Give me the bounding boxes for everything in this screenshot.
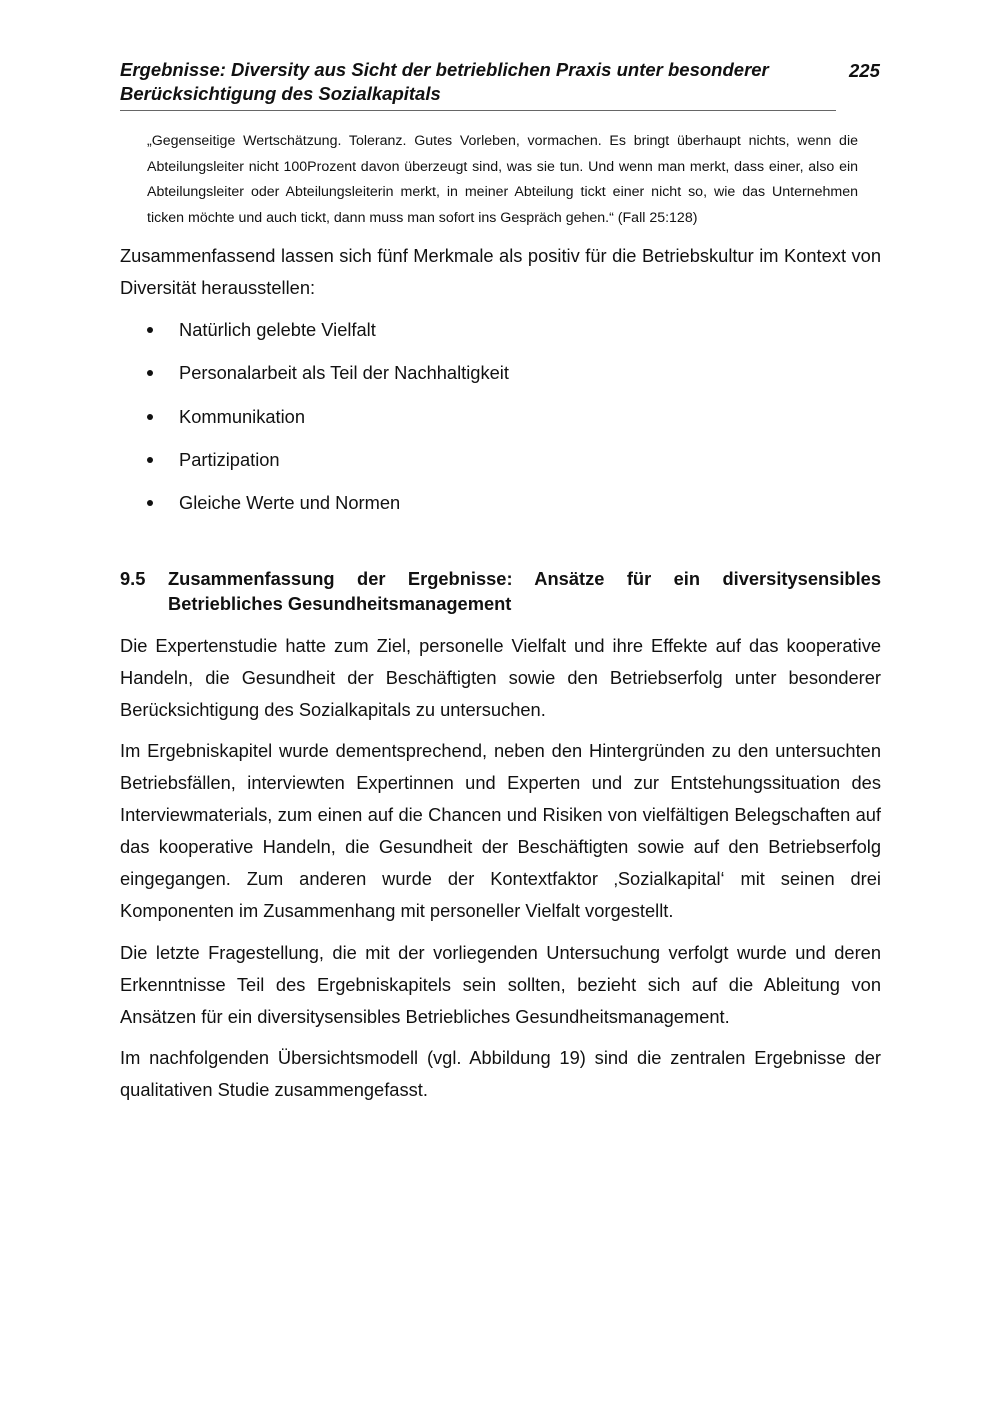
list-item-text: Partizipation bbox=[179, 448, 280, 470]
feature-list bbox=[147, 314, 509, 530]
intro-paragraph: Zusammenfassend lassen sich fünf Merkmale als positiv für die Betriebskultur im Kontext von Diversität herausstellen: bbox=[120, 245, 881, 298]
bullet-icon bbox=[147, 327, 153, 333]
list-item bbox=[147, 444, 509, 487]
list-item bbox=[147, 314, 509, 357]
list-item-text: Kommunikation bbox=[179, 405, 305, 427]
list-item-text: Gleiche Werte und Normen bbox=[179, 492, 401, 514]
header-divider bbox=[120, 110, 836, 111]
body-paragraph-2: Im Ergebniskapitel wurde dementsprechend, neben den Hintergründen zu den untersuchten Betriebsfällen, interviewten Expertinnen und Experten und zur Entstehungssituation des Interviewmaterials, zum einen auf die Chancen und Risiken von vielfältigen Belegschaften auf das kooperative Handeln, die Gesundheit der Beschäftigten sowie auf den Betriebserfolg eingegangen. Zum anderen wurde der Kontextfaktor ‚Sozialkapital‘ mit seinen drei Komponenten im Zusammenhang mit personeller Vielfalt vorgestellt. bbox=[120, 740, 881, 921]
body-paragraph-4: Im nachfolgenden Übersichtsmodell (vgl. Abbildung 19) sind die zentralen Ergebnisse der qualitativen Studie zusammengefasst. bbox=[120, 1047, 881, 1100]
bullet-icon bbox=[147, 500, 153, 506]
block-quote: „Gegenseitige Wertschätzung. Toleranz. Gutes Vorleben, vormachen. Es bringt überhaupt nichts, wenn die Abteilungsleiter nicht 100Prozent davon überzeugt sind, was sie tun. Und wenn man merkt, dass einer, also ein Abteilungsleiter oder Abteilungsleiterin merkt, in meiner Abteilung tickt einer nicht so, wie das Unternehmen ticken möchte und auch tickt, dann muss man sofort ins Gespräch gehen.“ (Fall 25:128) bbox=[147, 133, 858, 226]
bullet-icon bbox=[147, 370, 153, 376]
section-heading bbox=[120, 566, 881, 616]
list-item bbox=[147, 487, 509, 530]
list-item bbox=[147, 357, 509, 400]
page-number: 225 bbox=[849, 60, 880, 81]
section-title: Zusammenfassung der Ergebnisse: Ansätze für ein diversitysensibles Betriebliches Gesundheitsmanagement bbox=[168, 568, 881, 614]
running-header bbox=[120, 58, 836, 106]
bullet-icon bbox=[147, 414, 153, 420]
body-paragraph-3: Die letzte Fragestellung, die mit der vorliegenden Untersuchung verfolgt wurde und deren Erkenntnisse Teil des Ergebniskapitels sein sollten, bezieht sich auf die Ableitung von Ansätzen für ein diversitysensibles Betriebliches Gesundheitsmanagement. bbox=[120, 942, 881, 1027]
header-title-line-1: Ergebnisse: Diversity aus Sicht der betrieblichen Praxis unter besonderer bbox=[120, 59, 769, 80]
list-item-text: Natürlich gelebte Vielfalt bbox=[179, 319, 376, 340]
header-title-line-2: Berücksichtigung des Sozialkapitals bbox=[120, 83, 441, 104]
list-item bbox=[147, 401, 509, 444]
bullet-icon bbox=[147, 457, 153, 463]
body-paragraph-1: Die Expertenstudie hatte zum Ziel, personelle Vielfalt und ihre Effekte auf das kooperative Handeln, die Gesundheit der Beschäftigten sowie den Betriebserfolg unter besonderer Berücksichtigung des Sozialkapitals zu untersuchen. bbox=[120, 635, 881, 720]
section-number: 9.5 bbox=[120, 568, 146, 589]
list-item-text: Personalarbeit als Teil der Nachhaltigkeit bbox=[179, 362, 509, 384]
